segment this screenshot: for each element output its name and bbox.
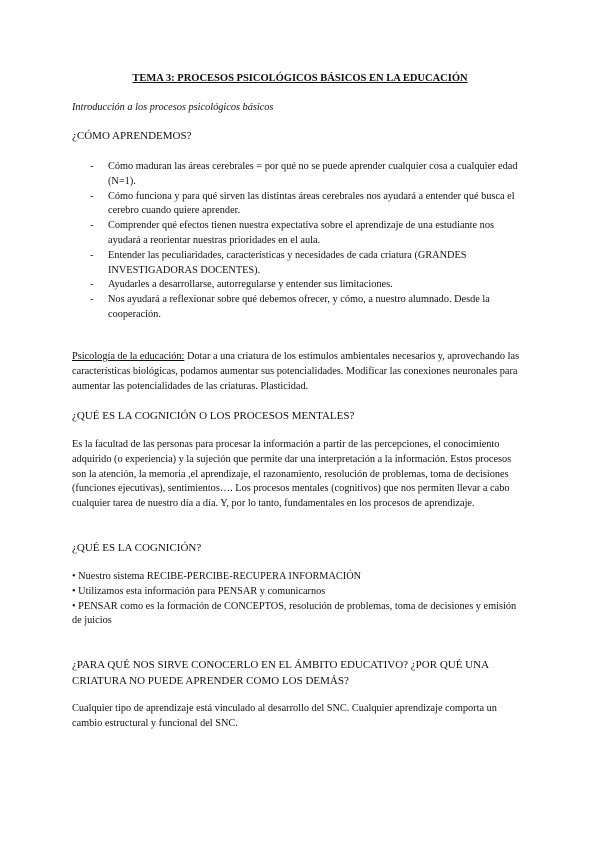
list-item-text: Comprender qué efectos tienen nuestra expectativa sobre el aprendizaje de una estudiante nos ayudará a reorientar nuestras prioridades en el aula. <box>108 220 494 246</box>
aprendemos-list <box>72 160 528 323</box>
list-item <box>72 190 528 220</box>
dash-marker: - <box>90 294 94 306</box>
dash-marker: - <box>90 161 94 172</box>
list-item-text: Entender las peculiaridades, características y necesidades de cada criatura (GRANDES INVESTIGADORAS DOCENTES). <box>108 249 467 276</box>
list-item <box>72 160 528 190</box>
list-item <box>72 278 528 293</box>
list-item-text: Ayudarles a desarrollarse, autorregularse y entender sus limitaciones. <box>108 279 393 291</box>
intro-subtitle: Introducción a los procesos psicológicos básicos <box>72 102 274 113</box>
section-heading-cognicion-procesos: ¿QUÉ ES LA COGNICIÓN O LOS PROCESOS MENTALES? <box>72 410 355 422</box>
list-item-text: Cómo maduran las áreas cerebrales = por qué no se puede aprender cualquier cosa a cualquier edad (N=1). <box>108 161 518 187</box>
dash-marker: - <box>90 279 94 291</box>
dash-marker: - <box>90 220 94 232</box>
dash-marker: - <box>90 249 94 261</box>
list-item: • PENSAR como es la formación de CONCEPTOS, resolución de problemas, toma de decisiones y emisión de juicios <box>72 600 517 627</box>
section-heading-para-que-sirve: ¿PARA QUÉ NOS SIRVE CONOCERLO EN EL ÁMBITO EDUCATIVO? ¿POR QUÉ UNA CRIATURA NO PUEDE APRENDER COMO LOS DEMÁS? <box>72 659 489 687</box>
list-item-text: Cómo funciona y para qué sirven las distintas áreas cerebrales nos ayudará a entender qué busca el cerebro cuando quiere aprender. <box>108 190 515 217</box>
aprendizaje-snc-paragraph: Cualquier tipo de aprendizaje está vinculado al desarrollo del SNC. Cualquier aprendizaje comporta un cambio estructural y funcional del SNC. <box>72 703 497 729</box>
cognicion-list <box>72 570 528 629</box>
list-item: • Utilizamos esta información para PENSAR y comunicarnos <box>72 585 326 597</box>
psicologia-text: Dotar a una criatura de los estímulos ambientales necesarios y, aprovechando las características biológicas, podamos aumentar sus potencialidades. Modificar las conexiones neuronales para aumentar las potencialidades de las criaturas. Plasticidad. <box>72 351 520 392</box>
list-item: • Nuestro sistema RECIBE-PERCIBE-RECUPERA INFORMACIÓN <box>72 571 362 582</box>
document-title: TEMA 3: PROCESOS PSICOLÓGICOS BÁSICOS EN LA EDUCACIÓN <box>132 73 468 84</box>
psicologia-term: Psicología de la educación: <box>72 351 185 362</box>
psicologia-paragraph <box>72 350 528 394</box>
section-heading-que-es-cognicion: ¿QUÉ ES LA COGNICIÓN? <box>72 542 202 554</box>
list-item <box>72 293 528 323</box>
list-item <box>72 249 528 279</box>
dash-marker: - <box>90 190 94 202</box>
list-item <box>72 219 528 249</box>
cognicion-paragraph: Es la facultad de las personas para procesar la información a partir de las percepciones, el conocimiento adquirido (o experiencia) y la sujeción que permite dar una interpretación a la información. Estos procesos son la atención, la memoria ,el aprendizaje, el razonamiento, resolución de problemas, toma de decisiones (funciones ejecutivas), sentimientos…. Los procesos mentales (cognitivos) que nos permiten llevar a cabo cualquier tarea de nuestro día a día. Y, por lo tanto, fundamentales en los procesos de aprendizaje. <box>72 439 512 510</box>
list-item-text: Nos ayudará a reflexionar sobre qué debemos ofrecer, y cómo, a nuestro alumnado. Desde la cooperación. <box>108 294 490 320</box>
section-heading-como-aprendemos: ¿CÓMO APRENDEMOS? <box>72 130 192 142</box>
